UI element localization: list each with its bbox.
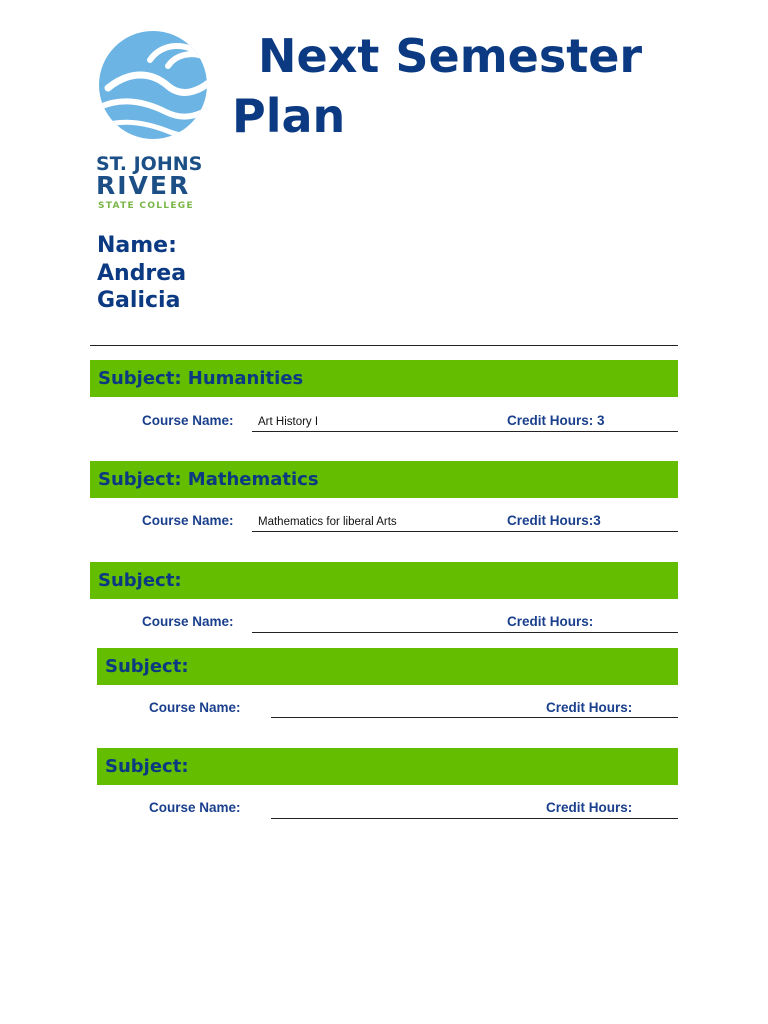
title-line2: Plan — [232, 89, 346, 143]
course-underline — [252, 531, 678, 532]
course-underline — [252, 431, 678, 432]
student-name-block — [97, 232, 237, 315]
course-name-value[interactable]: Art History I — [258, 416, 319, 428]
page-title — [232, 26, 672, 146]
header-divider — [90, 345, 678, 346]
credit-hours-label: Credit Hours: — [546, 700, 633, 715]
credit-hours-label: Credit Hours:3 — [507, 513, 601, 528]
subject-heading: Subject: Mathematics — [90, 461, 678, 498]
course-name-label: Course Name: — [142, 614, 234, 629]
course-underline — [271, 717, 678, 718]
course-name-value[interactable]: Mathematics for liberal Arts — [258, 516, 397, 528]
name-label: Name: — [97, 233, 177, 258]
course-underline — [271, 818, 678, 819]
subject-heading: Subject: — [90, 562, 678, 599]
student-last-name: Galicia — [97, 288, 181, 313]
logo-line3: STATE COLLEGE — [98, 201, 194, 211]
logo-line1: ST. JOHNS — [96, 153, 203, 175]
college-logo — [90, 30, 218, 212]
course-name-label: Course Name: — [149, 700, 241, 715]
student-first-name: Andrea — [97, 260, 187, 286]
wave-emblem-icon — [90, 30, 218, 212]
subject-heading: Subject: — [97, 648, 678, 685]
course-name-label: Course Name: — [149, 800, 241, 815]
course-underline — [252, 632, 678, 633]
subject-heading: Subject: — [97, 748, 678, 785]
subject-heading: Subject: Humanities — [90, 360, 678, 397]
credit-hours-label: Credit Hours: — [507, 614, 594, 629]
credit-hours-label: Credit Hours: — [546, 800, 633, 815]
course-name-label: Course Name: — [142, 513, 234, 528]
course-name-label: Course Name: — [142, 413, 234, 428]
credit-hours-label: Credit Hours: 3 — [507, 413, 605, 428]
title-line1: Next Semester — [258, 29, 643, 83]
logo-line2: RIVER — [96, 171, 191, 200]
